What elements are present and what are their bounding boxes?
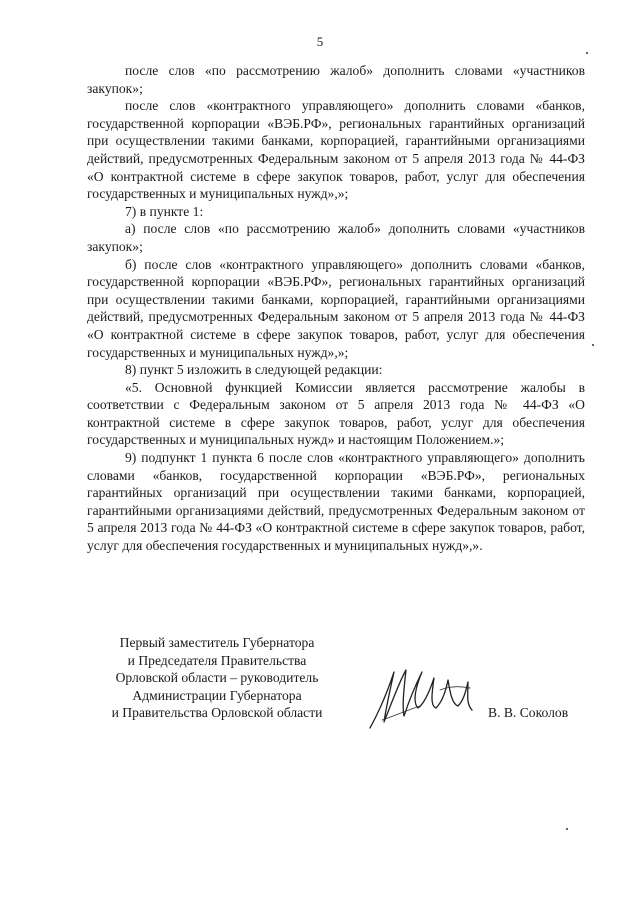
handwritten-signature xyxy=(360,650,490,740)
paragraph-8: 9) подпункт 1 пункта 6 после слов «контрактного управляющего» дополнить словами «банков, государственной корпорации «ВЭБ.РФ», региональных гарантийных организаций при осуществлении такими банками, корпорацией, гарантийными организациями действий, предусмотренных Федеральным законом от 5 апреля 2013 года № 44-ФЗ «О контрактной системе в сфере закупок товаров, работ, услуг для обеспечения государственных и муниципальных нужд»,». xyxy=(87,450,585,554)
document-body xyxy=(87,62,585,555)
signatory-position-line: Администрации Губернатора xyxy=(132,687,302,703)
signatory-name: В. В. Соколов xyxy=(488,705,569,720)
paragraph-4: а) после слов «по рассмотрению жалоб» дополнить словами «участников закупок»; xyxy=(87,221,585,254)
page-number: 5 xyxy=(316,34,324,49)
signatory-position-line: и Правительства Орловской области xyxy=(111,705,323,721)
paragraph-3: 7) в пункте 1: xyxy=(125,203,204,219)
scan-speck xyxy=(592,344,594,346)
scan-speck xyxy=(586,52,588,54)
paragraph-2: после слов «контрактного управляющего» дополнить словами «банков, государственной корпорации «ВЭБ.РФ», региональных гарантийных организаций при осуществлении такими банками, корпорацией, гарантийными организациями действий, предусмотренных Федеральным законом от 5 апреля 2013 года № 44-ФЗ «О контрактной системе в сфере закупок товаров, работ, услуг для обеспечения государственных и муниципальных нужд»,»; xyxy=(87,98,585,202)
paragraph-1: после слов «по рассмотрению жалоб» дополнить словами «участников закупок»; xyxy=(87,63,585,96)
scan-speck xyxy=(566,828,568,830)
signatory-position-line: Первый заместитель Губернатора xyxy=(119,635,315,650)
paragraph-7: «5. Основной функцией Комиссии является рассмотрение жалобы в соответствии с Федеральным законом от 5 апреля 2013 года № 44-ФЗ «О контрактной системе в сфере закупок товаров, работ, услуг для обеспечения государственных и муниципальных нужд» и настоящим Положением.»; xyxy=(87,379,585,448)
signatory-position-line: Орловской области – руководитель xyxy=(115,670,319,686)
paragraph-5: б) после слов «контрактного управляющего» дополнить словами «банков, государственной корпорации «ВЭБ.РФ», региональных гарантийных организаций при осуществлении такими банками, корпорацией, гарантийными организациями действий, предусмотренных Федеральным законом от 5 апреля 2013 года № 44-ФЗ «О контрактной системе в сфере закупок товаров, работ, услуг для обеспечения государственных и муниципальных нужд»,»; xyxy=(87,256,585,360)
signatory-position-line: и Председателя Правительства xyxy=(127,652,307,668)
signatory-position xyxy=(92,634,342,722)
paragraph-6: 8) пункт 5 изложить в следующей редакции: xyxy=(125,362,383,378)
